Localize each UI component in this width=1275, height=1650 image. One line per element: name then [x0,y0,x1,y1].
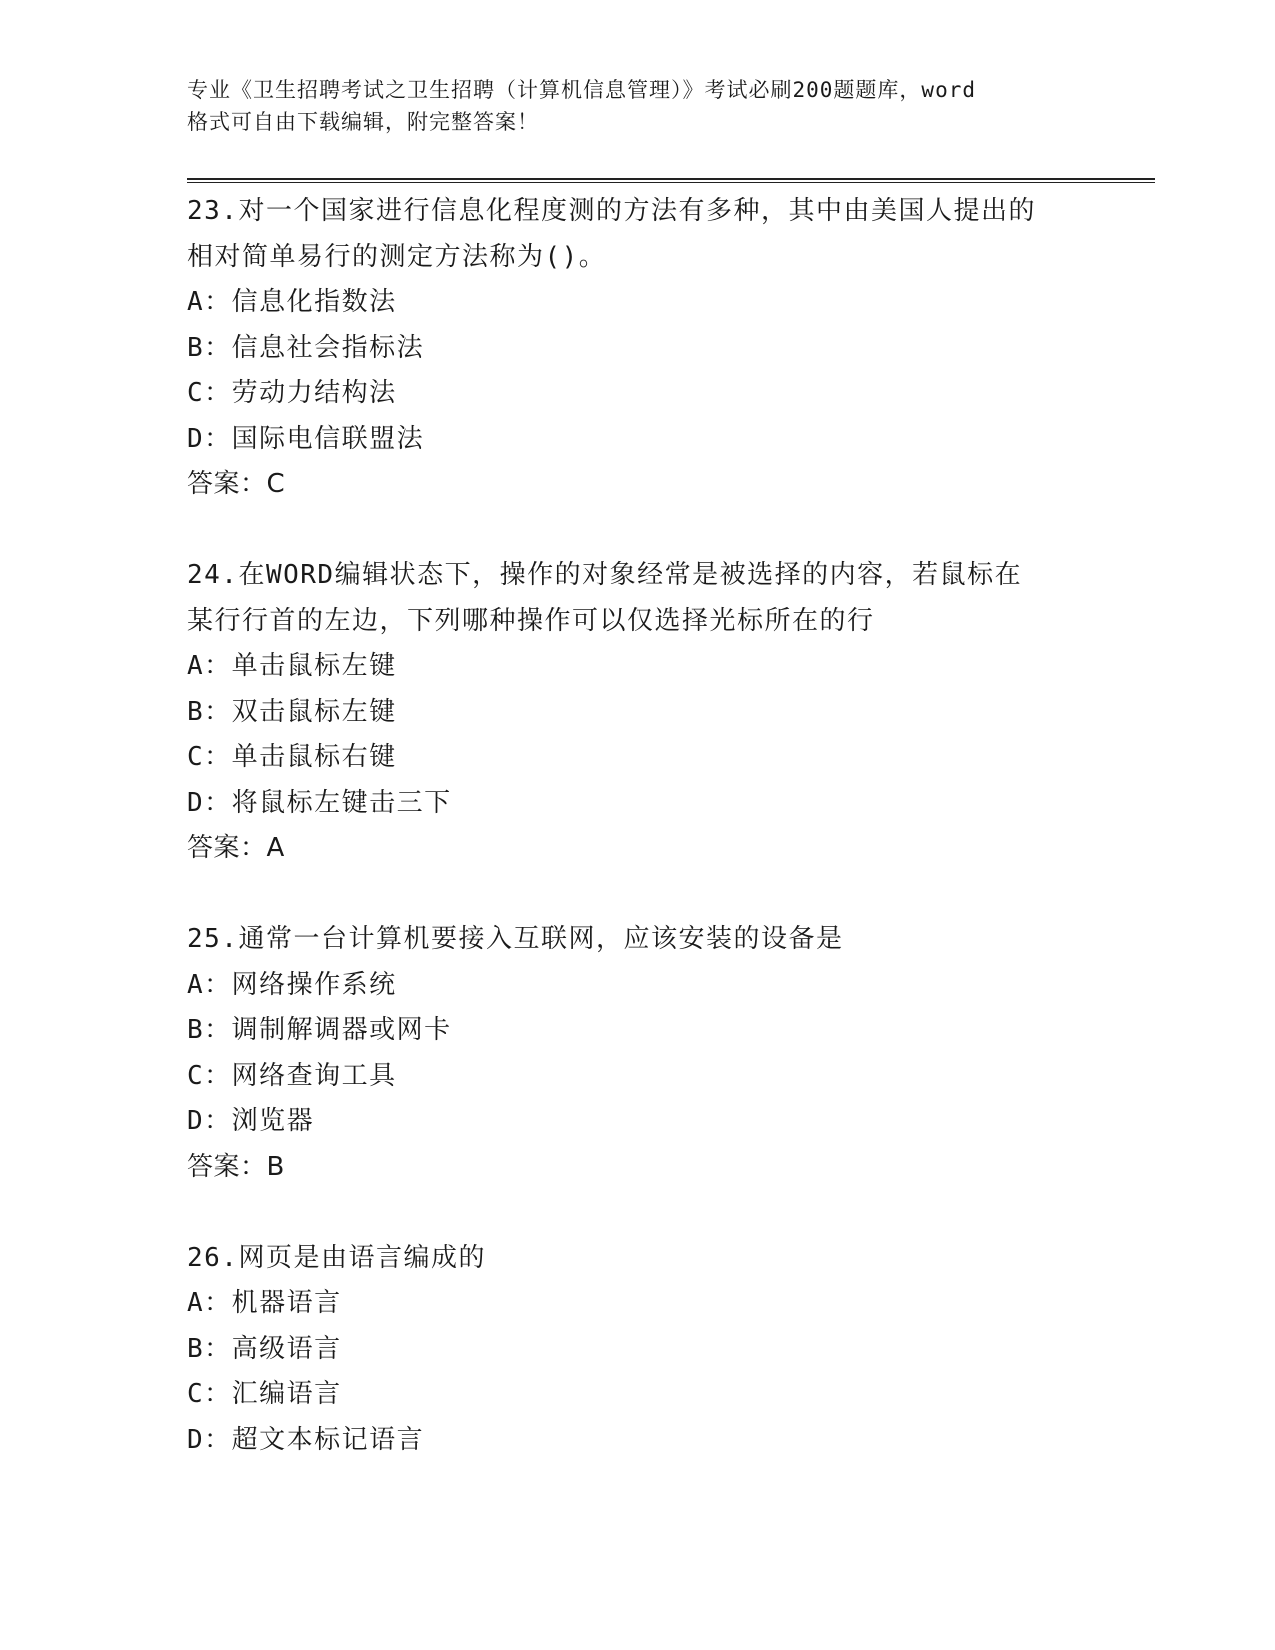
question-text: 某行行首的左边，下列哪种操作可以仅选择光标所在的行 [187,605,875,636]
option-d: D：浏览器 [187,1106,315,1136]
question-list [187,189,1087,1463]
question-text: 相对简单易行的测定方法称为()。 [187,241,607,272]
question-text: 24.在WORD编辑状态下，操作的对象经常是被选择的内容，若鼠标在 [187,560,1023,590]
answer: 答案：A [187,833,285,863]
spacer [187,872,1087,918]
spacer [187,1190,1087,1236]
answer: 答案：C [187,469,286,499]
option-d: D：超文本标记语言 [187,1424,425,1455]
question-26 [187,1236,1087,1464]
option-a: A：单击鼠标左键 [187,651,397,681]
header-line-2: 格式可自由下载编辑，附完整答案！ [187,110,539,134]
option-a: A：机器语言 [187,1288,342,1318]
document-header [187,74,1087,138]
option-a: A：网络操作系统 [187,969,397,1000]
option-c: C：汇编语言 [187,1379,342,1409]
question-24 [187,553,1087,872]
option-c: C：劳动力结构法 [187,378,397,408]
question-text: 26.网页是由语言编成的 [187,1242,486,1273]
option-b: B：调制解调器或网卡 [187,1015,452,1045]
question-23 [187,189,1087,508]
question-text: 25.通常一台计算机要接入互联网，应该安装的设备是 [187,924,844,954]
option-b: B：信息社会指标法 [187,332,425,363]
option-c: C：网络查询工具 [187,1060,397,1091]
option-b: B：高级语言 [187,1333,342,1364]
option-a: A：信息化指数法 [187,287,397,317]
option-b: B：双击鼠标左键 [187,696,397,727]
header-line-1: 专业《卫生招聘考试之卫生招聘（计算机信息管理）》考试必刷200题题库，word [187,78,976,102]
header-divider [187,178,1155,183]
option-c: C：单击鼠标右键 [187,742,397,772]
option-d: D：将鼠标左键击三下 [187,787,452,818]
spacer [187,508,1087,554]
option-d: D：国际电信联盟法 [187,423,425,454]
question-25 [187,917,1087,1190]
answer: 答案：B [187,1151,285,1182]
question-text: 23.对一个国家进行信息化程度测的方法有多种，其中由美国人提出的 [187,196,1036,226]
